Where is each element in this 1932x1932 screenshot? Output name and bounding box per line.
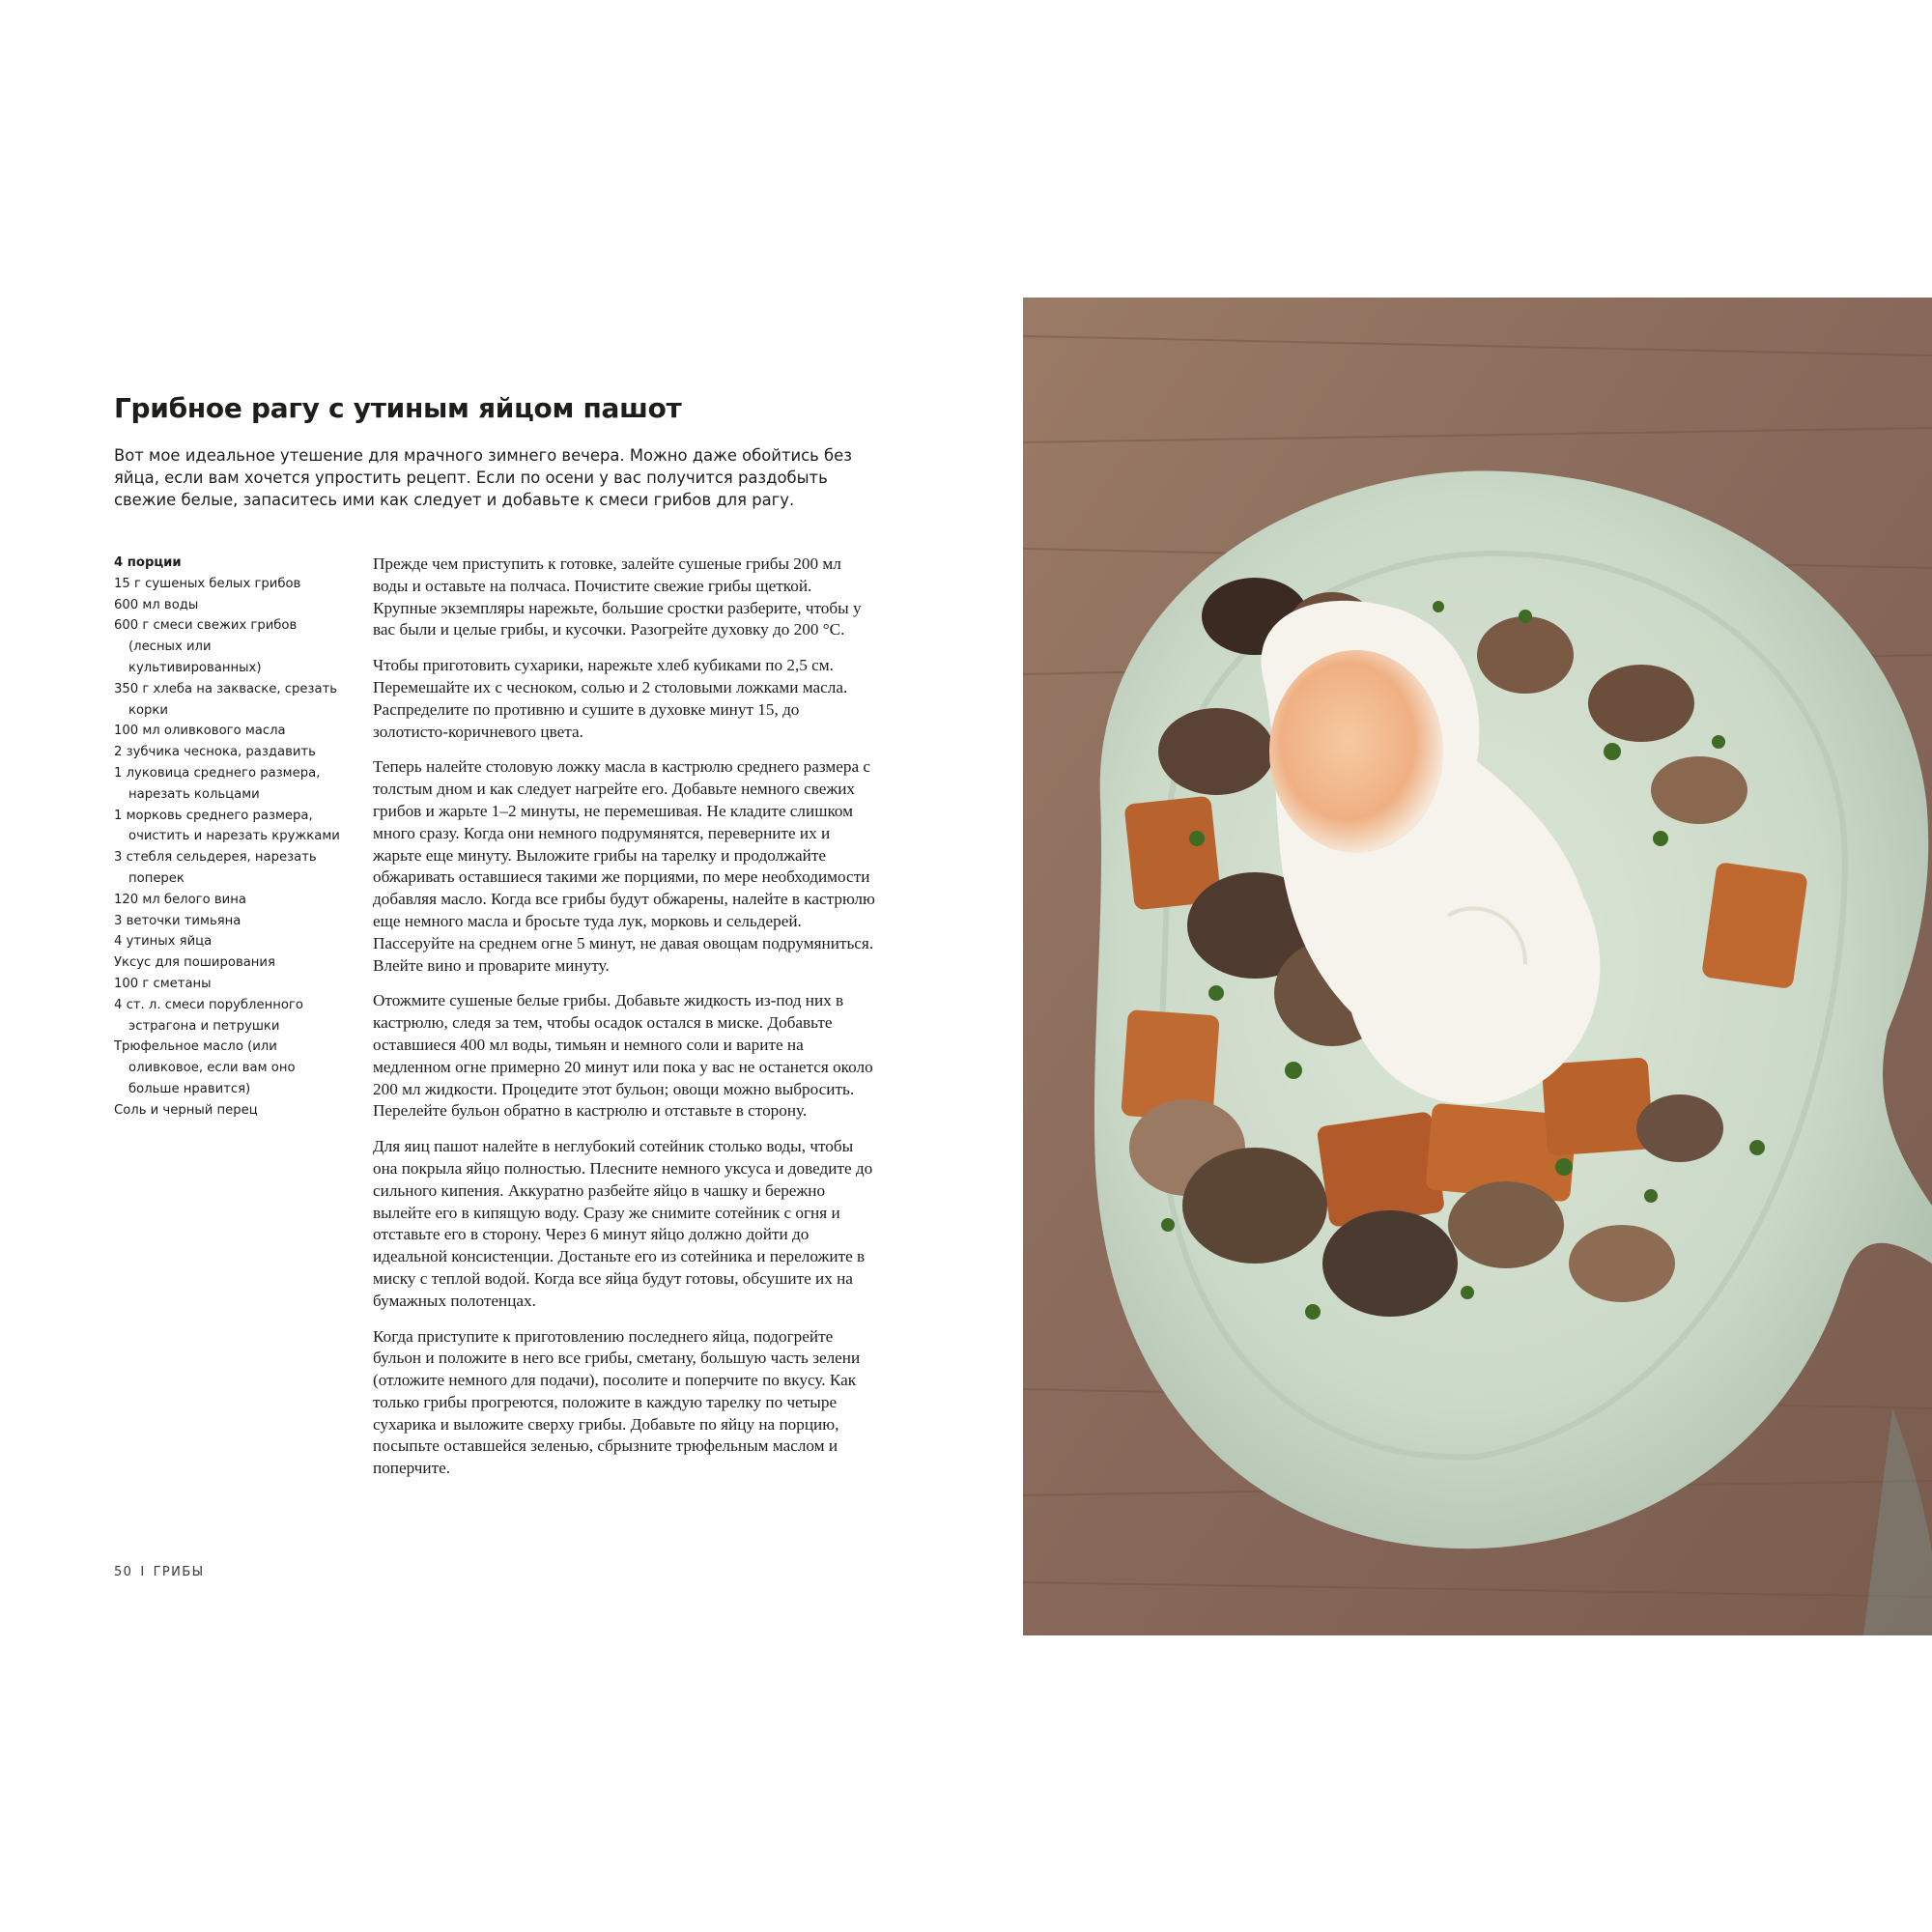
method-step-3: Теперь налейте столовую ложку масла в кастрюлю среднего размера с толстым дном и как следует нагрейте его. Добавьте немного свежих грибов и жарьте 1–2 минуты, не перемешивая. Не кладите слишком много сразу. Когда они немного подрумянятся, переверните их и жарьте еще минуту. Выложите грибы на тарелку и продолжайте обжаривать оставшиеся такими же порциями, по мере необходимости добавляя масло. Когда все грибы будут обжарены, налейте в кастрюлю еще немного масла и бросьте туда лук, морковь и сельдерей. Пассеруйте на среднем огне 5 минут, не давая овощам подрумяниться. Влейте вино и проварите минуту. [373, 757, 875, 975]
method-step-1: Прежде чем приступить к готовке, залейте сушеные грибы 200 мл воды и оставьте на полчаса. Почистите свежие грибы щеткой. Крупные экземпляры нарежьте, большие сростки разберите, чтобы у вас были и целые грибы, и кусочки. Разогрейте духовку до 200 °С. [373, 554, 862, 639]
ingredient-item: 3 стебля сельдерея, нарезать поперек [114, 850, 317, 886]
recipe-title: Грибное рагу с утиным яйцом пашот [114, 392, 682, 424]
servings-label: 4 порции [114, 555, 182, 570]
ingredient-item: 2 зубчика чеснока, раздавить [114, 745, 316, 760]
ingredient-item: Трюфельное масло (или оливковое, если вам оно больше нравится) [114, 1039, 296, 1096]
method-step-2: Чтобы приготовить сухарики, нарежьте хлеб кубиками по 2,5 см. Перемешайте их с чесноком, солью и 2 столовыми ложками масла. Распределите по противню и сушите в духовке минут 15, до золотисто-коричневого цвета. [373, 656, 848, 741]
method-text [373, 554, 875, 1493]
dish-photo [1023, 298, 1932, 1635]
ingredient-item: 600 мл воды [114, 597, 199, 612]
ingredients-list [114, 553, 346, 1122]
ingredient-item: 100 мл оливкового масла [114, 724, 286, 739]
method-step-4: Отожмите сушеные белые грибы. Добавьте жидкость из-под них в кастрюлю, следя за тем, чтобы осадок остался в миске. Добавьте оставшиеся 400 мл воды, тимьян и немного соли и варите на медленном огне примерно 20 минут или пока у вас не останется около 200 мл жидкости. Процедите этот бульон; овощи можно выбросить. Перелейте бульон обратно в кастрюлю и отставьте в сторону. [373, 991, 873, 1121]
ingredient-item: Уксус для поширования [114, 955, 275, 971]
section-name: ГРИБЫ [153, 1565, 205, 1579]
ingredient-item: 120 мл белого вина [114, 892, 246, 907]
ingredient-item: 100 г сметаны [114, 976, 212, 991]
dish-illustration [1023, 298, 1932, 1635]
ingredient-item: 4 ст. л. смеси порубленного эстрагона и петрушки [114, 997, 303, 1034]
ingredient-item: Соль и черный перец [114, 1102, 258, 1118]
ingredient-item: 4 утиных яйца [114, 934, 213, 950]
ingredient-item: 350 г хлеба на закваске, срезать корки [114, 681, 338, 718]
ingredient-item: 600 г смеси свежих грибов (лесных или культивированных) [114, 618, 298, 675]
ingredient-item: 1 луковица среднего размера, нарезать кольцами [114, 765, 321, 802]
ingredient-item: 1 морковь среднего размера, очистить и нарезать кружками [114, 808, 340, 844]
method-step-5: Для яиц пашот налейте в неглубокий сотейник столько воды, чтобы она покрыла яйцо полностью. Плесните немного уксуса и доведите до сильного кипения. Аккуратно разбейте яйцо в чашку и бережно вылейте его в кипящую воду. Сразу же снимите сотейник с огня и отставьте его в сторону. Через 6 минут яйцо должно дойти до идеальной консистенции. Достаньте его из сотейника и переложите в миску с теплой водой. Когда все яйца будут готовы, обсушите их на бумажных полотенцах. [373, 1137, 873, 1310]
ingredient-item: 15 г сушеных белых грибов [114, 576, 301, 591]
method-step-6: Когда приступите к приготовлению последнего яйца, подогрейте бульон и положите в него все грибы, сметану, большую часть зелени (отложите немного для подачи), посолите и поперчите по вкусу. Как только грибы прогреются, положите в каждую тарелку по четыре сухарика и выложите сверху грибы. Добавьте по яйцу на порцию, посыпьте оставшейся зеленью, сбрызните трюфельным маслом и поперчите. [373, 1326, 861, 1478]
ingredient-item: 3 веточки тимьяна [114, 913, 242, 928]
page-footer [114, 1565, 204, 1579]
folio-separator: I [140, 1565, 146, 1579]
page-number: 50 [114, 1565, 133, 1579]
recipe-intro: Вот мое идеальное утешение для мрачного зимнего вечера. Можно даже обойтись без яйца, если вам хочется упростить рецепт. Если по осени у вас получится раздобыть свежие белые, запаситесь ими как следует и добавьте к смеси грибов для рагу. [114, 446, 852, 509]
